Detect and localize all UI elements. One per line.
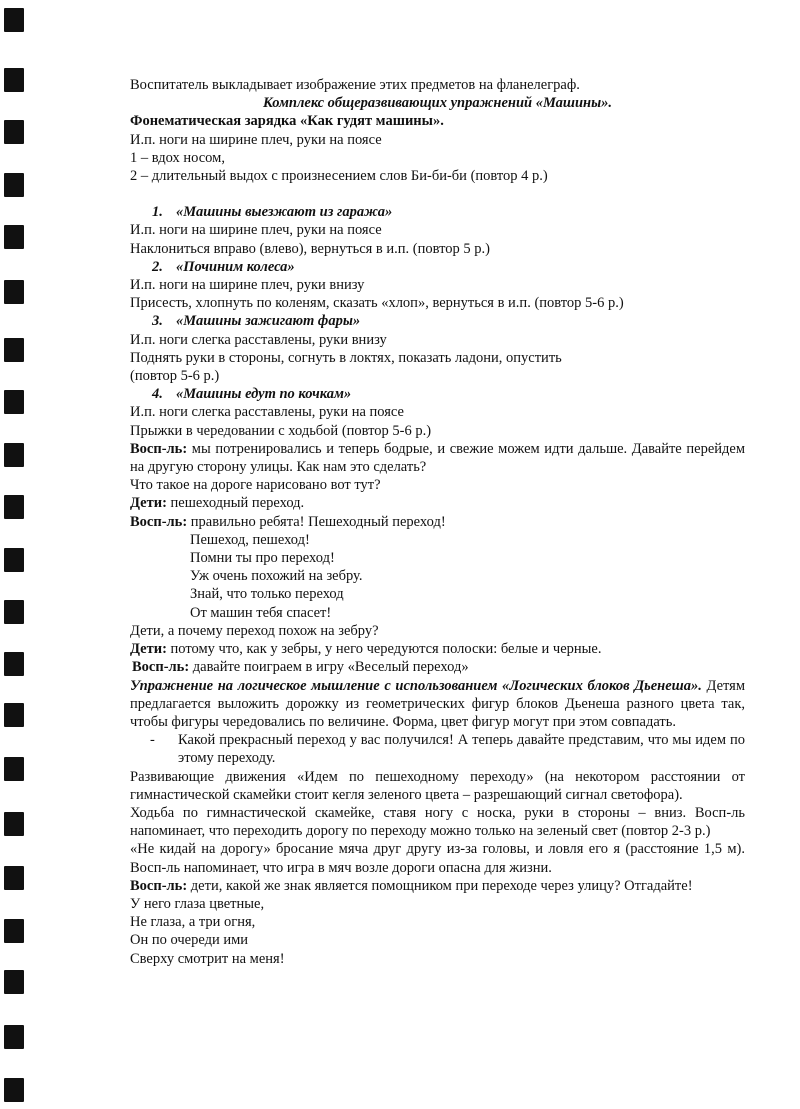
- binding-hole: [4, 173, 24, 197]
- binding-hole: [4, 703, 24, 727]
- dialog-text: пешеходный переход.: [166, 495, 305, 512]
- binding-hole: [4, 280, 24, 304]
- binding-hole: [4, 970, 24, 994]
- dialog-paragraph: [130, 494, 745, 512]
- exercise-line: Присесть, хлопнуть по коленям, сказать «хлоп», вернуться в и.п. (повтор 5-6 р.): [130, 295, 624, 312]
- dialog-paragraph: [130, 877, 745, 895]
- dev-moves-paragraph: Развивающие движения «Идем по пешеходному переходу» (на некотором расстоянии от гимнастической скамейки стоит кегля зеленого цвета – разрешающий сигнал светофора).: [130, 768, 745, 803]
- speaker-label: Дети:: [130, 641, 167, 658]
- binding-hole: [4, 390, 24, 414]
- binding-hole: [4, 443, 24, 467]
- binding-hole: [4, 866, 24, 890]
- binding-hole: [4, 652, 24, 676]
- exercise-title: «Машины зажигают фары»: [176, 313, 361, 330]
- speaker-label: Восп-ль:: [130, 440, 188, 457]
- binding-hole: [4, 120, 24, 144]
- exercise-line: Поднять руки в стороны, согнуть в локтях, показать ладони, опустить: [130, 349, 562, 366]
- poem-line: От машин тебя спасет!: [190, 604, 332, 621]
- logic-text: Детям предлагается выложить дорожку из геометрических фигур блоков Дьенеша разного цвета так, чтобы фигуры чередовались по величине. Форма, цвет фигур могут при этом совпадать.: [130, 677, 746, 730]
- binding-hole: [4, 1025, 24, 1049]
- phonetic-line: 2 – длительный выдох с произнесением слов Би-би-би (повтор 4 р.): [130, 168, 548, 185]
- exercise-number: 4.: [152, 386, 163, 403]
- exercise-line: Прыжки в чередовании с ходьбой (повтор 5-6 р.): [130, 422, 432, 439]
- exercise-line: Наклониться вправо (влево), вернуться в и.п. (повтор 5 р.): [130, 240, 490, 257]
- binding-hole: [4, 600, 24, 624]
- exercise-heading: [130, 203, 745, 221]
- exercise-number: 3.: [152, 313, 163, 330]
- poem-line: Пешеход, пешеход!: [190, 531, 310, 548]
- riddle-line: У него глаза цветные,: [130, 895, 265, 912]
- binding-hole: [4, 338, 24, 362]
- exercise-title: «Машины выезжают из гаража»: [176, 204, 393, 221]
- binding-hole: [4, 8, 24, 32]
- question-line: Дети, а почему переход похож на зебру?: [130, 622, 379, 639]
- exercise-heading: [130, 385, 745, 403]
- speaker-label: Дети:: [130, 495, 167, 512]
- phonetic-title: Фонематическая зарядка «Как гудят машины».: [130, 113, 444, 130]
- dialog-text: дети, какой же знак является помощником при переходе через улицу? Отгадайте!: [187, 877, 693, 894]
- document-page: [130, 76, 745, 968]
- poem-line: Помни ты про переход!: [190, 550, 335, 567]
- exercise-number: 1.: [152, 204, 163, 221]
- exercise-line: И.п. ноги на ширине плеч, руки на поясе: [130, 222, 382, 239]
- walking-paragraph: Ходьба по гимнастической скамейке, ставя ногу с носка, руки в стороны – вниз. Восп-ль напоминает, что переходить дорогу по переходу можно только на зеленый свет (повтор 2-3 р.): [130, 804, 745, 840]
- binding-hole: [4, 757, 24, 781]
- exercise-line: И.п. ноги на ширине плеч, руки внизу: [130, 277, 365, 294]
- exercise-heading: [130, 258, 745, 276]
- binding-hole: [4, 68, 24, 92]
- poem-line: Уж очень похожий на зебру.: [190, 568, 363, 585]
- dialog-text: мы потренировались и теперь бодрые, и свежие можем идти дальше. Давайте перейдем на другую сторону улицы. Как нам это сделать?: [130, 440, 745, 476]
- binding-hole: [4, 548, 24, 572]
- riddle-line: Он по очереди ими: [130, 932, 249, 949]
- exercise-line: И.п. ноги слегка расставлены, руки внизу: [130, 331, 387, 348]
- binding-hole: [4, 225, 24, 249]
- exercise-title: «Машины едут по кочкам»: [176, 386, 352, 403]
- question-line: Что такое на дороге нарисовано вот тут?: [130, 477, 381, 494]
- dialog-text: давайте поиграем в игру «Веселый переход»: [189, 659, 469, 676]
- speaker-label: Восп-ль:: [130, 513, 188, 530]
- phonetic-line: 1 – вдох носом,: [130, 149, 225, 166]
- dialog-text: потому что, как у зебры, у него чередуются полоски: белые и черные.: [166, 641, 602, 658]
- binding-hole: [4, 1078, 24, 1102]
- binding-hole: [4, 495, 24, 519]
- speaker-label: Восп-ль:: [130, 877, 188, 894]
- exercise-line: И.п. ноги слегка расставлены, руки на поясе: [130, 404, 404, 421]
- exercise-number: 2.: [152, 258, 163, 275]
- ball-paragraph: «Не кидай на дорогу» бросание мяча друг другу из-за головы, и ловля его я (расстояние 1,5 м). Восп-ль напоминает, что игра в мяч возле дороги опасна для жизни.: [130, 841, 745, 876]
- dash-text: Какой прекрасный переход у вас получился! А теперь давайте представим, что мы идем по этому переходу.: [178, 732, 745, 767]
- dialog-paragraph: [130, 640, 745, 658]
- logic-paragraph: [130, 677, 745, 732]
- dialog-paragraph: [130, 658, 745, 676]
- dialog-paragraph: [130, 513, 745, 531]
- binding-hole: [4, 919, 24, 943]
- binding-hole: [4, 812, 24, 836]
- complex-title: Комплекс общеразвивающих упражнений «Машины».: [262, 95, 613, 112]
- dialog-text: правильно ребята! Пешеходный переход!: [187, 513, 446, 530]
- dash-list-item: [130, 731, 745, 767]
- logic-title: Упражнение на логическое мышление с использованием «Логических блоков Дьенеша».: [130, 677, 702, 694]
- exercise-title: «Починим колеса»: [176, 258, 295, 275]
- riddle-line: Сверху смотрит на меня!: [130, 950, 285, 967]
- intro-line: Воспитатель выкладывает изображение этих предметов на фланелеграф.: [130, 77, 580, 93]
- exercise-line: (повтор 5-6 р.): [130, 368, 220, 385]
- riddle-line: Не глаза, а три огня,: [130, 914, 256, 931]
- exercise-heading: [130, 312, 745, 330]
- poem-line: Знай, что только переход: [190, 586, 344, 603]
- phonetic-line: И.п. ноги на ширине плеч, руки на поясе: [130, 131, 382, 148]
- speaker-label: Восп-ль:: [132, 659, 190, 676]
- dialog-paragraph: [130, 440, 745, 476]
- binding-holes: [0, 0, 30, 1109]
- dash-marker: -: [150, 732, 155, 749]
